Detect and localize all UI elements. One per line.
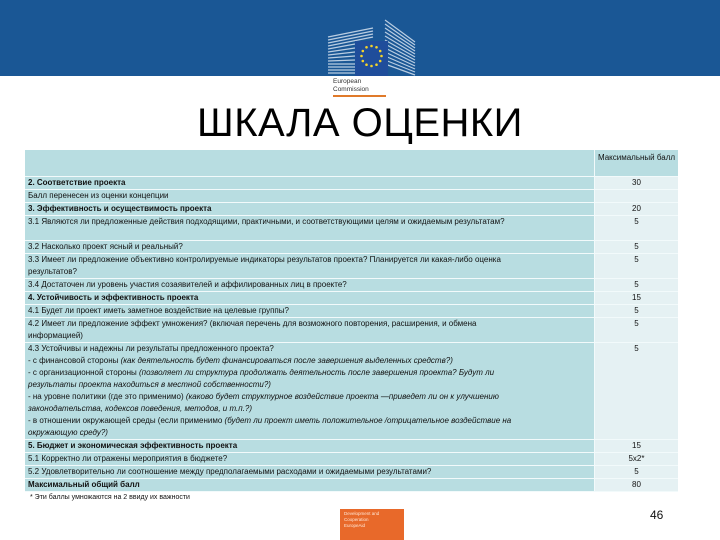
question-cell: [25, 254, 594, 278]
page-title: ШКАЛА ОЦЕНКИ: [197, 101, 523, 145]
logo-line-european: European: [333, 78, 362, 85]
question-line: [28, 453, 591, 465]
question-text: 3. Эффективность и осуществимость проекта: [28, 204, 212, 213]
badge-line-1: Development and: [344, 511, 380, 516]
badge-line-3: EuropeAid: [344, 523, 366, 528]
question-line: [28, 279, 591, 291]
question-cell: [25, 177, 594, 189]
question-line: [28, 177, 591, 189]
question-cell: [25, 190, 594, 202]
table-row: [25, 177, 678, 190]
question-line: [28, 479, 591, 491]
question-italic-text: результаты проекта находиться в местной собственности?): [28, 380, 271, 389]
question-line: [28, 292, 591, 304]
question-line: [28, 190, 591, 202]
table-row: [25, 216, 678, 241]
question-cell: [25, 279, 594, 291]
badge-line-2: Cooperation: [344, 517, 369, 522]
score-cell: 15: [594, 292, 678, 304]
table-row: [25, 279, 678, 292]
question-line: [28, 216, 591, 228]
question-text: Максимальный общий балл: [28, 480, 140, 489]
question-italic-text: (позволяет ли структура продолжать деятельность после завершения проекта? Будут ли: [139, 368, 495, 377]
question-text: 3.1 Являются ли предложенные действия подходящими, практичными, и соответствующими целям и ожидаемым результатам?: [28, 217, 505, 226]
header-score-cell: Максимальный балл: [594, 150, 678, 176]
question-cell: [25, 453, 594, 465]
question-text: - на уровне политики (где это применимо): [28, 392, 186, 401]
question-text: - с организационной стороны: [28, 368, 139, 377]
score-cell: 5: [594, 279, 678, 291]
question-text: Балл перенесен из оценки концепции: [28, 191, 169, 200]
question-cell: [25, 292, 594, 304]
question-line: [28, 254, 591, 266]
score-cell: 80: [594, 479, 678, 491]
question-line: [28, 367, 591, 379]
score-cell: 5: [594, 343, 678, 439]
table-header-row: [25, 150, 678, 177]
question-cell: [25, 440, 594, 452]
header-question-cell: [25, 150, 594, 176]
logo-line-commission: Commission: [333, 86, 369, 93]
question-line: [28, 391, 591, 403]
question-line: [28, 466, 591, 478]
question-line: [28, 241, 591, 253]
question-italic-text: (будет ли проект иметь положительное /отрицательное воздействие на: [224, 416, 512, 425]
question-text: 3.4 Достаточен ли уровень участия созаявителей и аффилированных лиц в проекте?: [28, 280, 347, 289]
eu-flag-icon: [303, 0, 417, 76]
question-line: [28, 228, 591, 240]
table-row: [25, 254, 678, 279]
question-text: 5.2 Удовлетворительно ли соотношение между предполагаемыми расходами и ожидаемыми результатами?: [28, 467, 432, 476]
table-row: [25, 305, 678, 318]
europeaid-badge: [340, 509, 404, 540]
table-row: [25, 466, 678, 479]
question-text: 3.3 Имеет ли предложение объективно контролируемые индикаторы результатов проекта? Планируется ли какая-либо оценка: [28, 255, 501, 264]
question-line: [28, 343, 591, 355]
score-cell: [594, 190, 678, 202]
question-line: [28, 355, 591, 367]
page-number: 46: [650, 508, 664, 522]
question-text: 5.1 Корректно ли отражены мероприятия в бюджете?: [28, 454, 228, 463]
table-row: [25, 318, 678, 343]
score-cell: 20: [594, 203, 678, 215]
question-line: [28, 330, 591, 342]
question-cell: [25, 479, 594, 491]
table-row: [25, 292, 678, 305]
score-cell: 5: [594, 254, 678, 278]
question-cell: [25, 241, 594, 253]
score-cell: 30: [594, 177, 678, 189]
score-cell: 5: [594, 305, 678, 317]
footnote: * Эти баллы умножаются на 2 ввиду их важности: [30, 494, 190, 501]
question-cell: [25, 216, 594, 240]
table-row: [25, 190, 678, 203]
question-text: - с финансовой стороны: [28, 356, 121, 365]
question-text: 4.2 Имеет ли предложение эффект умножения? (включая перечень для возможного повторения, расширения, и обмена: [28, 319, 477, 328]
question-line: [28, 203, 591, 215]
table-row: [25, 479, 678, 492]
question-text: 4.3 Устойчивы и надежны ли результаты предложенного проекта?: [28, 344, 274, 353]
scoring-table: [25, 150, 678, 492]
question-cell: [25, 305, 594, 317]
score-cell: 5: [594, 241, 678, 253]
question-line: [28, 379, 591, 391]
question-line: [28, 415, 591, 427]
question-text: 4. Устойчивость и эффективность проекта: [28, 293, 199, 302]
score-cell: 5: [594, 216, 678, 240]
question-text: 3.2 Насколько проект ясный и реальный?: [28, 242, 183, 251]
question-cell: [25, 203, 594, 215]
question-cell: [25, 318, 594, 342]
question-text: 4.1 Будет ли проект иметь заметное воздействие на целевые группы?: [28, 306, 289, 315]
question-text: результатов?: [28, 267, 77, 276]
logo-accent-bar: [333, 95, 386, 97]
logo-text: [333, 78, 369, 94]
question-line: [28, 305, 591, 317]
question-line: [28, 427, 591, 439]
question-italic-text: окружающую среду?): [28, 428, 108, 437]
score-cell: 5: [594, 318, 678, 342]
score-cell: 5: [594, 466, 678, 478]
question-italic-text: законодательства, кодексов поведения, методов, и т.п.?): [28, 404, 253, 413]
score-cell: 5x2*: [594, 453, 678, 465]
table-row: [25, 440, 678, 453]
question-line: [28, 318, 591, 330]
question-text: 2. Соответствие проекта: [28, 178, 126, 187]
question-cell: [25, 343, 594, 439]
table-row: [25, 343, 678, 440]
question-italic-text: (каково будет структурное воздействие проекта —приведет ли он к улучшению: [185, 392, 499, 401]
question-text: - в отношении окружающей среды (если применимо: [28, 416, 225, 425]
question-line: [28, 440, 591, 452]
question-cell: [25, 466, 594, 478]
table-row: [25, 453, 678, 466]
score-cell: 15: [594, 440, 678, 452]
table-row: [25, 203, 678, 216]
question-line: [28, 266, 591, 278]
table-row: [25, 241, 678, 254]
question-line: [28, 403, 591, 415]
question-italic-text: (как деятельность будет финансироваться после завершения выделенных средств?): [120, 356, 453, 365]
question-text: 5. Бюджет и экономическая эффективность проекта: [28, 441, 238, 450]
question-text: информацией): [28, 331, 83, 340]
